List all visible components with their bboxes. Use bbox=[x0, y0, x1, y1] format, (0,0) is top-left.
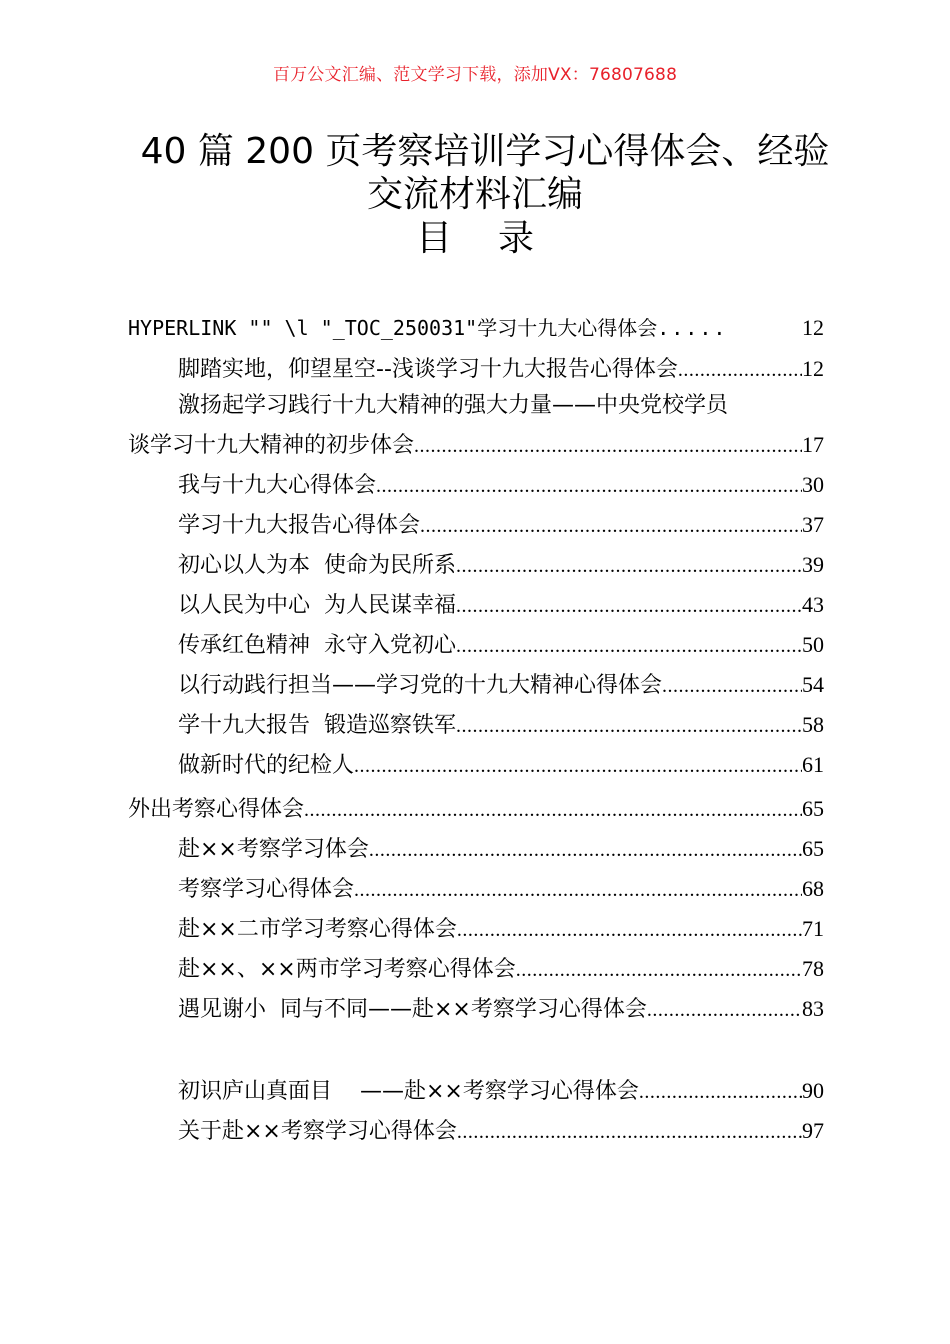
toc-entry[interactable] bbox=[178, 508, 824, 539]
toc-entry-label: HYPERLINK "" \l "_TOC_250031"学习十九大心得体会 bbox=[128, 316, 658, 340]
toc-entry-label: 外出考察心得体会 bbox=[128, 797, 305, 822]
toc-entry-leader bbox=[414, 435, 802, 458]
toc-entry-label: 赴××考察学习体会 bbox=[178, 837, 369, 862]
toc-heading: 目录 bbox=[415, 218, 580, 259]
toc-entry[interactable] bbox=[178, 748, 824, 779]
toc-entry-label: 学十九大报告 锻造巡察铁军 bbox=[178, 713, 456, 738]
toc-entry-page: 54 bbox=[802, 672, 824, 697]
toc-entry-label-line-1[interactable]: 激扬起学习践行十九大精神的强大力量——中央党校学员 bbox=[178, 393, 729, 418]
toc-entry-label: 以人民为中心 为人民谋幸福 bbox=[178, 593, 456, 618]
toc-entry-leader bbox=[369, 839, 802, 862]
toc-entry-leader bbox=[456, 595, 802, 618]
toc-entry-leader bbox=[456, 635, 802, 658]
toc-entry-page: 39 bbox=[802, 552, 824, 577]
toc-entry-page: 61 bbox=[802, 752, 824, 777]
toc-entry[interactable] bbox=[178, 468, 824, 499]
toc-entry-label: 赴××二市学习考察心得体会 bbox=[178, 917, 457, 942]
toc-entry-label: 考察学习心得体会 bbox=[178, 877, 355, 902]
toc-entry-label: 初识庐山真面目 ——赴××考察学习心得体会 bbox=[178, 1079, 639, 1104]
toc-entry[interactable] bbox=[178, 628, 824, 659]
toc-entry-leader bbox=[678, 359, 802, 382]
toc-entry-leader bbox=[647, 999, 802, 1022]
toc-entry-page: 65 bbox=[802, 796, 824, 821]
toc-entry[interactable] bbox=[178, 548, 824, 579]
toc-entry-leader bbox=[662, 675, 802, 698]
toc-entry[interactable] bbox=[178, 952, 824, 983]
toc-entry-leader bbox=[304, 799, 802, 822]
toc-entry-page: 43 bbox=[802, 592, 824, 617]
toc-entry[interactable] bbox=[178, 832, 824, 863]
toc-entry-page: 30 bbox=[802, 472, 824, 497]
toc-entry-label: 遇见谢小 同与不同——赴××考察学习心得体会 bbox=[178, 997, 647, 1022]
toc-entry-label: 做新时代的纪检人 bbox=[178, 753, 355, 778]
toc-entry-page: 71 bbox=[802, 916, 824, 941]
toc-entry-page: 68 bbox=[802, 876, 824, 901]
toc-entry-page: 58 bbox=[802, 712, 824, 737]
toc-entry-label: 学习十九大报告心得体会 bbox=[178, 513, 421, 538]
toc-entry-page: 97 bbox=[802, 1118, 824, 1143]
toc-entry-label: 以行动践行担当——学习党的十九大精神心得体会 bbox=[178, 673, 663, 698]
toc-entry-leader bbox=[376, 475, 802, 498]
toc-entry-page: 50 bbox=[802, 632, 824, 657]
toc-entry[interactable] bbox=[178, 588, 824, 619]
toc-entry-page: 12 bbox=[802, 356, 824, 381]
document-title-line-2: 交流材料汇编 bbox=[366, 174, 583, 215]
toc-entry-label: 传承红色精神 永守入党初心 bbox=[178, 633, 456, 658]
toc-entry[interactable] bbox=[128, 428, 824, 459]
toc-entry-page: 17 bbox=[802, 432, 824, 457]
toc-entry-leader bbox=[456, 715, 802, 738]
toc-entry[interactable] bbox=[178, 1074, 824, 1105]
toc-entry[interactable] bbox=[178, 992, 824, 1023]
toc-entry-leader bbox=[457, 919, 802, 942]
toc-entry[interactable] bbox=[178, 352, 824, 383]
toc-entry[interactable] bbox=[128, 312, 824, 341]
toc-entry-label: 初心以人为本 使命为民所系 bbox=[178, 553, 456, 578]
toc-entry-leader bbox=[354, 879, 802, 902]
toc-entry[interactable] bbox=[128, 792, 824, 823]
header-note: 百万公文汇编、范文学习下载，添加VX：76807688 bbox=[272, 65, 678, 85]
toc-entry-leader bbox=[354, 755, 802, 778]
toc-entry-page: 90 bbox=[802, 1078, 824, 1103]
toc-entry-label: 我与十九大心得体会 bbox=[178, 473, 377, 498]
toc-entry-leader bbox=[420, 515, 802, 538]
document-title-line-1: 40 篇 200 页考察培训学习心得体会、经验 bbox=[140, 131, 830, 172]
toc-entry-page: 65 bbox=[802, 836, 824, 861]
toc-entry[interactable] bbox=[178, 668, 824, 699]
toc-entry-label: 谈学习十九大精神的初步体会 bbox=[128, 433, 415, 458]
toc-entry-label: 脚踏实地，仰望星空--浅谈学习十九大报告心得体会 bbox=[178, 357, 678, 382]
toc-entry[interactable] bbox=[178, 708, 824, 739]
toc-entry-leader bbox=[516, 959, 802, 982]
toc-entry-page: 37 bbox=[802, 512, 824, 537]
toc-entry[interactable] bbox=[178, 1114, 824, 1145]
toc-entry-leader bbox=[457, 1121, 802, 1144]
toc-entry-label: 关于赴××考察学习心得体会 bbox=[178, 1119, 457, 1144]
toc-entry-leader bbox=[639, 1081, 802, 1104]
toc-entry[interactable] bbox=[178, 912, 824, 943]
toc-entry-page: 83 bbox=[802, 996, 824, 1021]
toc-entry-page: 78 bbox=[802, 956, 824, 981]
toc-entry-leader: ..... bbox=[657, 316, 728, 340]
toc-entry-leader bbox=[456, 555, 802, 578]
toc-entry-page: 12 bbox=[802, 315, 824, 340]
toc-entry[interactable] bbox=[178, 872, 824, 903]
toc-entry-label: 赴××、××两市学习考察心得体会 bbox=[178, 957, 516, 982]
